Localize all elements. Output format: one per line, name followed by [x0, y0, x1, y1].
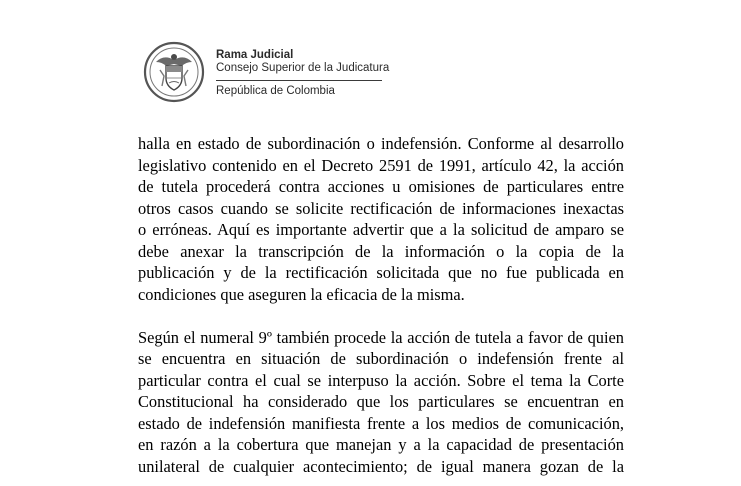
text-line: unilateral de cualquier acontecimiento; de igual manera gozan de la [138, 456, 624, 476]
colombia-coat-of-arms-seal-icon [142, 40, 206, 104]
org-line-consejo: Consejo Superior de la Judicatura [216, 62, 390, 74]
org-line-republica: República de Colombia [216, 85, 335, 97]
text-line: otros casos cuando se solicite rectificación de informaciones inexactas [138, 198, 624, 218]
letterhead [142, 40, 402, 100]
paragraph-gap [138, 305, 624, 327]
paragraph-1 [138, 133, 624, 305]
text-line: legislativo contenido en el Decreto 2591 de 1991, artículo 42, la acción [138, 155, 624, 175]
text-line: Según el numeral 9º también procede la acción de tutela a favor de quien [138, 327, 624, 347]
text-line: Constitucional ha considerado que los particulares se encuentran en [138, 392, 624, 411]
text-line: o erróneas. Aquí es importante advertir que a la solicitud de amparo se [138, 220, 624, 239]
organization-name [216, 49, 390, 97]
document-body [138, 133, 624, 477]
text-line: se encuentra en situación de subordinación o indefensión frente al [138, 349, 624, 368]
text-line: debe anexar la transcripción de la información o la copia de la [138, 241, 624, 261]
text-line: estado de indefensión manifiesta frente a los medios de comunicación, [138, 413, 624, 433]
org-line-rama-judicial: Rama Judicial [216, 49, 294, 61]
text-line: halla en estado de subordinación o indefensión. Conforme al desarrollo [138, 134, 624, 153]
text-line: particular contra el cual se interpuso la acción. Sobre el tema la Corte [138, 370, 624, 390]
header-divider [216, 80, 382, 81]
paragraph-2 [138, 327, 624, 478]
text-line: condiciones que aseguren la eficacia de la misma. [138, 284, 465, 304]
text-line: en razón a la cobertura que manejan y a la capacidad de presentación [138, 435, 624, 454]
text-line: de tutela procederá contra acciones u omisiones de particulares entre [138, 177, 624, 196]
text-line: publicación y de la rectificación solicitada que no fue publicada en [138, 263, 624, 282]
